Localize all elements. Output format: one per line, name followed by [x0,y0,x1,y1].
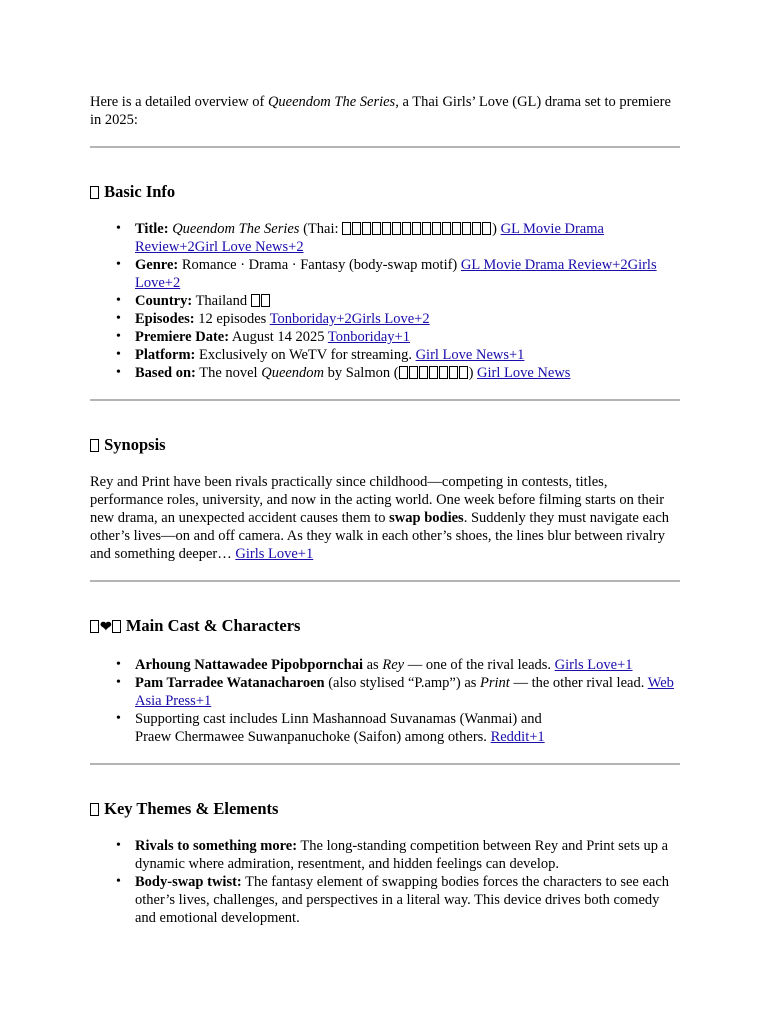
missing-glyph-icon [90,803,99,816]
list-item-based-on: • Based on: The novel Queendom by Salmon ( ) Girl Love News [135,364,680,382]
missing-glyph-icon [90,186,99,199]
thai-author-glyphs [399,365,469,381]
source-link[interactable]: Girls Love+1 [235,546,314,562]
source-link[interactable]: GL Movie Drama Review+2Girls Love+2 [135,257,657,291]
synopsis-paragraph: Rey and Print have been rivals practically since childhood—competing in contests, titles, performance roles, university, and now in the acting world. One week before filming starts on their new drama, an unexpected accident causes them to swap bodies. Suddenly they must navigate each other’s lives—on and off camera. As they walk in each other’s shoes, the lines blur between rivalry and something deeper… Girls Love+1 [90,474,670,562]
source-link[interactable]: Reddit+1 [490,729,545,745]
synopsis-heading: Synopsis [90,434,680,456]
cast-heading: ❤ Main Cast & Characters [90,615,680,639]
divider [90,146,680,148]
basic-info-heading: Basic Info [90,181,680,203]
intro-text-end: , a Thai Girls’ Love (GL) drama set to premiere in 2025: [90,94,671,128]
list-item-cast: • Pam Tarradee Watanacharoen (also stylised “P.amp”) as Print — the other rival lead. Web Asia Press+1 [135,674,680,710]
source-link[interactable]: Tonboriday+1 [327,329,410,345]
heart-icon: ❤ [100,620,112,635]
divider [90,580,680,582]
list-item-platform: • Platform: Exclusively on WeTV for streaming. Girl Love News+1 [135,346,680,364]
cast-header [90,615,680,639]
synopsis-header [90,434,680,456]
list-item-episodes: • Episodes: 12 episodes Tonboriday+2Girls Love+2 [135,310,680,328]
source-link[interactable]: Girls Love+1 [554,657,633,673]
list-item-genre: • Genre: Romance · Drama · Fantasy (body-swap motif) GL Movie Drama Review+2Girls Love+2 [135,256,680,292]
document-body [90,93,680,927]
intro-text: Here is a detailed overview of [90,94,268,110]
source-link[interactable]: Tonboriday+2Girls Love+2 [269,311,430,327]
missing-glyph-icon [90,439,99,452]
divider [90,399,680,401]
themes-list [90,837,680,927]
list-item-theme: • Rivals to something more: The long-standing competition between Rey and Print sets up a dynamic where admiration, resentment, and hidden feelings can develop. [135,837,680,873]
thai-title-glyphs [342,221,492,237]
themes-heading: Key Themes & Elements [90,798,680,820]
list-item-theme: • Body-swap twist: The fantasy element of swapping bodies forces the characters to see each other’s lives, challenges, and perspectives in a literal way. This device drives both comedy and emotional development. [135,873,680,927]
basic-info-header [90,181,680,203]
missing-glyph-icon [112,620,121,633]
source-link[interactable]: Girl Love News [477,365,571,381]
flag-icon [251,293,271,309]
cast-list [90,656,680,746]
divider [90,763,680,765]
list-item-country: • Country: Thailand [135,292,680,310]
list-item-premiere: • Premiere Date: August 14 2025 Tonboriday+1 [135,328,680,346]
intro-paragraph [90,93,680,129]
intro-title: Queendom The Series [267,94,396,110]
source-link[interactable]: GL Movie Drama Review+2Girl Love News+2 [135,221,604,255]
source-link[interactable]: Web Asia Press+1 [135,675,674,709]
source-link[interactable]: Girl Love News+1 [415,347,525,363]
missing-glyph-icon [90,620,99,633]
list-item-title: • Title: Queendom The Series (Thai: ) GL Movie Drama Review+2Girl Love News+2 [135,220,680,256]
themes-header [90,798,680,820]
list-item-cast: • Supporting cast includes Linn Mashannoad Suvanamas (Wanmai) and Praew Chermawee Suwanpanuchoke (Saifon) among others. Reddit+1 [135,710,680,746]
list-item-cast: • Arhoung Nattawadee Pipobpornchai as Rey — one of the rival leads. Girls Love+1 [135,656,680,674]
basic-info-list [90,220,680,382]
